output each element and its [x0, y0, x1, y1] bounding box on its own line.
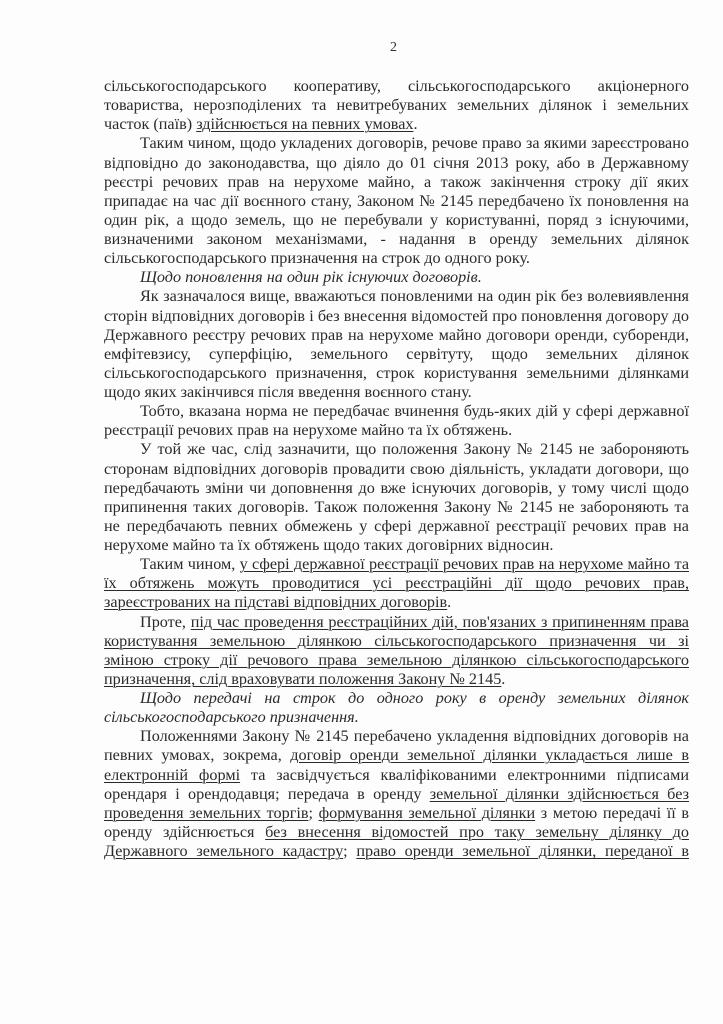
text-run: ; — [343, 842, 357, 860]
underlined-text: здійснюється на певних умовах — [196, 115, 414, 134]
underlined-text: без внесення відомостей про таку земельну ділянку до Державного земельного кадастру — [104, 822, 690, 860]
underlined-text: земельної ділянки здійснюється без проведення земельних торгів — [104, 784, 689, 822]
text-run: ; — [308, 803, 319, 822]
paragraph — [104, 440, 689, 555]
paragraph — [104, 613, 689, 690]
text-run: Тобто, вказана норма не передбачає вчинення будь-яких дій у сфері державної реєстрації речових прав на нерухоме майно та їх обтяжень. — [104, 402, 689, 440]
paragraph — [104, 287, 689, 402]
underlined-text: під час проведення реєстраційних дій, пов'язаних з припиненням права користування земельною ділянкою сільськогосподарського призначення чи зі зміною строку дії речового права земельною ділянкою сільськогосподарського призначення, слід враховувати положення Закону № 2145 — [104, 612, 689, 688]
section-heading — [104, 268, 689, 287]
page-number: 2 — [390, 40, 397, 55]
text-run: Щодо поновлення на один рік існуючих договорів. — [140, 268, 482, 287]
text-run: з метою передачі її в оренду здійснюється — [104, 803, 690, 841]
text-run: . — [413, 115, 418, 134]
section-heading — [104, 689, 689, 727]
underlined-text: формування земельної ділянки — [318, 803, 536, 822]
text-run: Положеннями Закону № 2145 перебачено укладення відповідних договорів на певних умовах, зокрема, — [104, 727, 689, 765]
paragraph — [104, 727, 689, 861]
text-run: . — [447, 593, 452, 612]
text-run: У той же час, слід зазначити, що положення Закону № 2145 не забороняють сторонам відповідних договорів провадити свою діяльність, укладати договори, що передбачають зміни чи доповнення до вже існуючих договорів, у тому числі щодо припинення таких договорів. Також положення Закону № 2145 не забороняють та не передбачають певних обмежень у сфері державної реєстрації речових прав на нерухоме майно та їх обтяжень щодо таких договірних відносин. — [104, 440, 689, 554]
text-run: Як зазначалося вище, вважаються поновленими на один рік без волевиявлення сторін відповідних договорів і без внесення відомостей про поновлення договору до Державного реєстру речових прав на нерухоме майно договори оренди, суборенди, емфітевзису, суперфіцію, земельного сервітуту, щодо земельних ділянок сільськогосподарського призначення, строк користування земельними ділянками щодо яких закінчився після введення воєнного стану. — [104, 287, 689, 401]
underlined-text: договір оренди земельної ділянки укладається лише в електронній формі — [104, 746, 689, 784]
text-run: Проте, — [140, 612, 191, 631]
text-run: сільськогосподарського кооперативу, сільськогосподарського акціонерного товариства, нерозподілених та невитребуваних земельних ділянок і земельних часток (паїв) — [104, 77, 689, 134]
text-run: та засвідчується кваліфікованими електронними підписами орендаря і орендодавця; передача в оренду — [104, 765, 690, 803]
underlined-text: у сфері державної реєстрації речових прав на нерухоме майно та їх обтяжень можуть проводитися усі реєстраційні дії щодо речових прав, зареєстрованих на підставі відповідних договорів — [104, 555, 690, 612]
paragraph — [104, 555, 689, 612]
text-run: . — [501, 669, 506, 688]
paragraph — [104, 402, 689, 440]
underlined-text: право оренди земельної ділянки, переданої в — [356, 842, 689, 860]
paragraph-continuation — [104, 77, 689, 134]
document-body — [104, 77, 689, 861]
text-run: Таким чином, щодо укладених договорів, речове право за якими зареєстровано відповідно до законодавства, що діяло до 01 січня 2013 року, або в Державному реєстрі речових прав на нерухоме майно, а також закінчення строку дії яких припадає на час дії воєнного стану, Законом № 2145 передбачено їх поновлення на один рік, а щодо земель, що не перебували у користуванні, поряд з існуючими, визначеними законом механізмами, - надання в оренду земельних ділянок сільськогосподарського призначення на строк до одного року. — [104, 134, 689, 268]
paragraph — [104, 134, 689, 268]
text-run: Таким чином, — [140, 555, 240, 574]
text-run: Щодо передачі на строк до одного року в оренду земельних ділянок сільськогосподарського призначення. — [104, 689, 689, 727]
